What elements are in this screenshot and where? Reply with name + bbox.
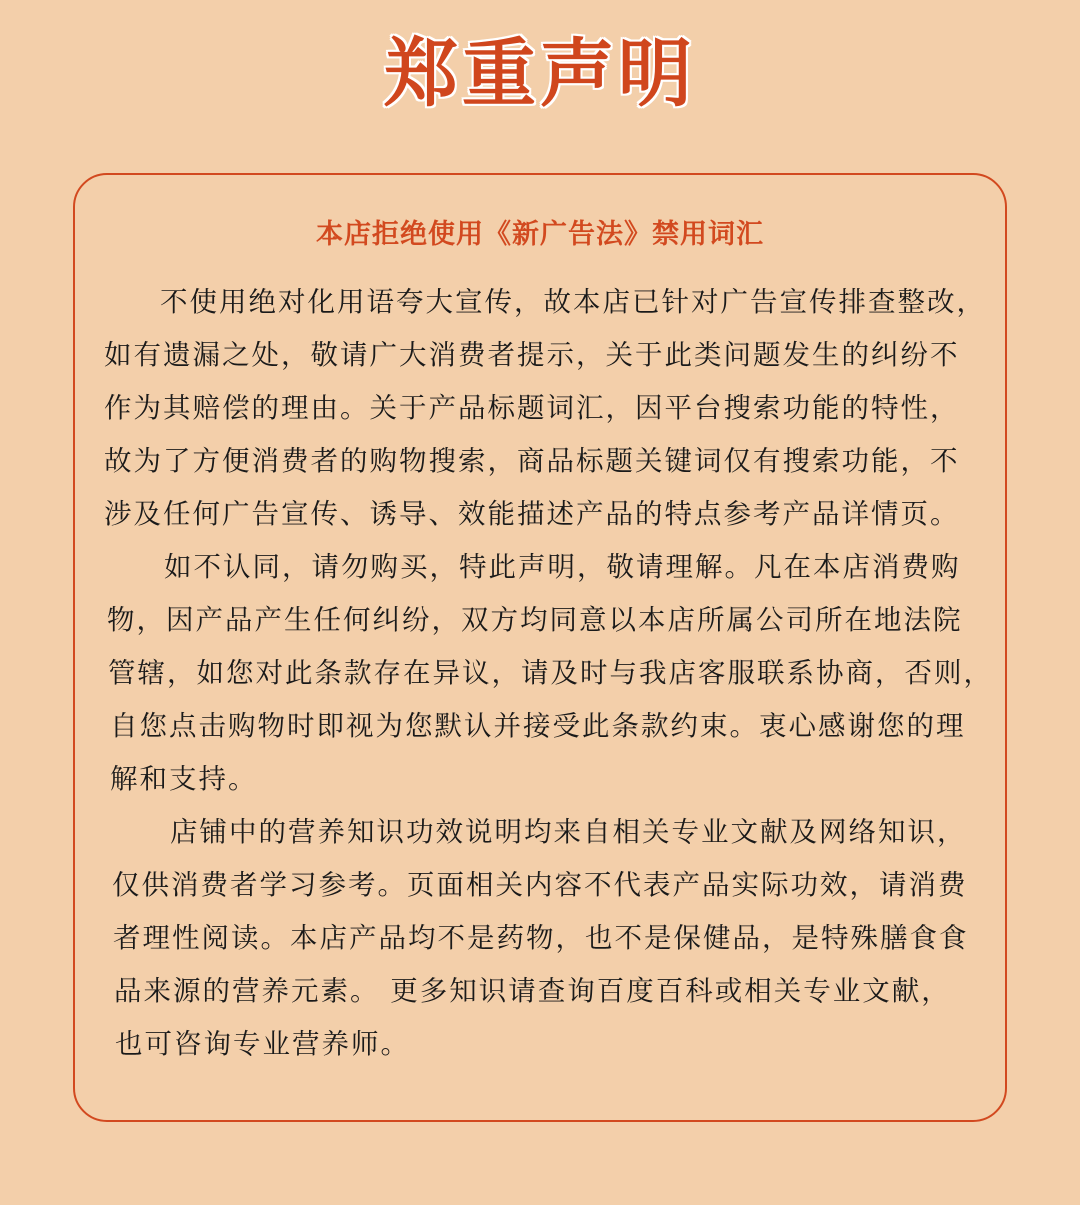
page-title: 郑重声明 [384, 31, 696, 117]
paragraph-2-line: 管辖，如您对此条款存在异议，请及时与我店客服联系协商，否则， [108, 657, 993, 689]
paragraph-3-line: 仅供消费者学习参考。页面相关内容不代表产品实际功效，请消费 [112, 869, 968, 901]
paragraph-3-line: 店铺中的营养知识功效说明均来自相关专业文献及网络知识， [170, 816, 967, 848]
paragraph-1-line: 不使用绝对化用语夸大宣传，故本店已针对广告宣传排查整改， [160, 286, 986, 318]
paragraph-1-line: 如有遗漏之处，敬请广大消费者提示，关于此类问题发生的纠纷不 [104, 339, 960, 371]
paragraph-2-line: 解和支持。 [110, 763, 258, 795]
paragraph-3-line: 者理性阅读。本店产品均不是药物，也不是保健品，是特殊膳食食 [113, 922, 969, 954]
paragraph-3-line: 品来源的营养元素。 更多知识请查询百度百科或相关专业文献， [114, 975, 951, 1007]
paragraph-2-line: 自您点击购物时即视为您默认并接受此条款约束。衷心感谢您的理 [110, 710, 966, 742]
paragraph-1-line: 涉及任何广告宣传、诱导、效能描述产品的特点参考产品详情页。 [104, 498, 960, 530]
paragraph-1-line: 作为其赔偿的理由。关于产品标题词汇，因平台搜索功能的特性， [104, 392, 960, 424]
statement-subtitle: 本店拒绝使用《新广告法》禁用词汇 [316, 219, 764, 250]
paragraph-1-line: 故为了方便消费者的购物搜索，商品标题关键词仅有搜索功能，不 [104, 445, 960, 477]
paragraph-2-line: 如不认同，请勿购买，特此声明，敬请理解。凡在本店消费购 [164, 551, 961, 583]
paragraph-2-line: 物，因产品产生任何纠纷，双方均同意以本店所属公司所在地法院 [107, 604, 963, 636]
paragraph-3-line: 也可咨询专业营养师。 [115, 1028, 410, 1060]
statement-body [0, 276, 1080, 1071]
